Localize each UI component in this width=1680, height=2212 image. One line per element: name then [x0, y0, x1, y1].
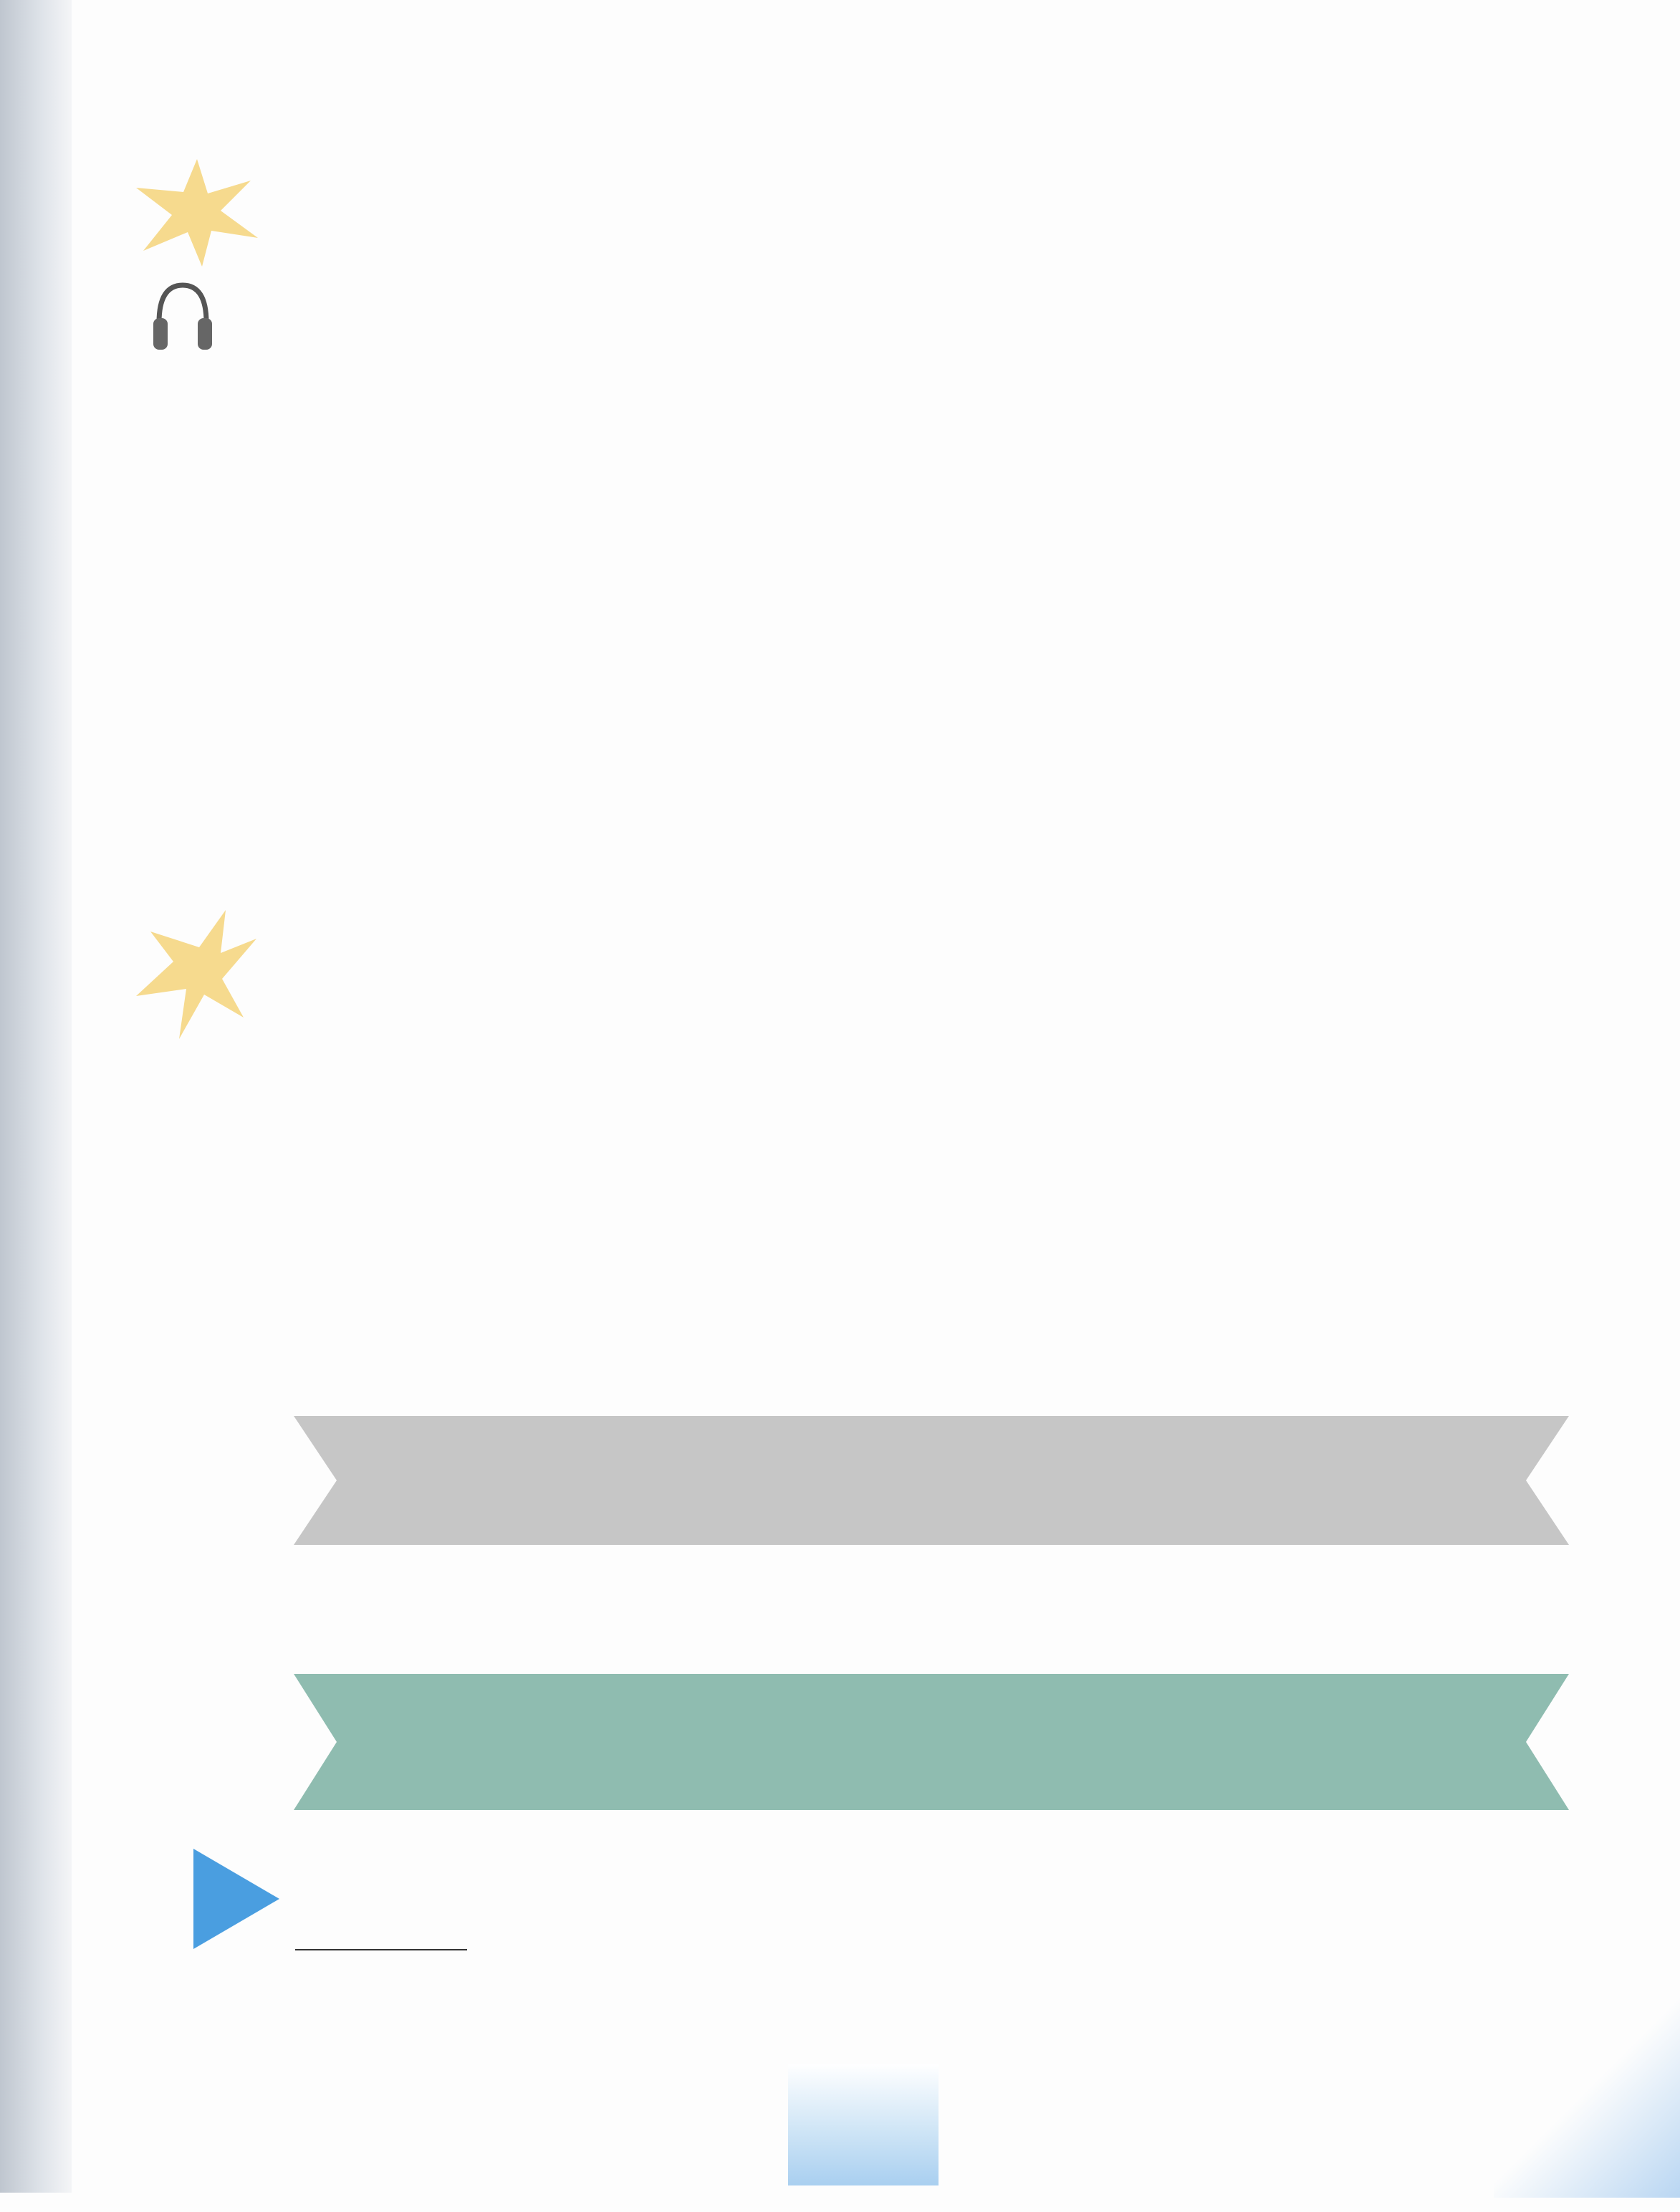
exercise-8-intro	[295, 199, 1570, 206]
star-badge-icon	[136, 910, 258, 1039]
side-dot-column	[89, 43, 109, 2121]
headphones-icon	[150, 278, 215, 357]
star-badge-icon	[136, 159, 258, 267]
page-number-box	[788, 2064, 939, 2185]
top-dot-row	[21, 133, 1676, 158]
summary-ribbon	[294, 1409, 1569, 1552]
footnote-divider	[295, 1949, 467, 1950]
corner-decoration	[1494, 1983, 1680, 2198]
homework-ribbon	[294, 1667, 1569, 1817]
play-triangle-icon	[193, 1849, 279, 1949]
book-spine	[0, 0, 72, 2193]
